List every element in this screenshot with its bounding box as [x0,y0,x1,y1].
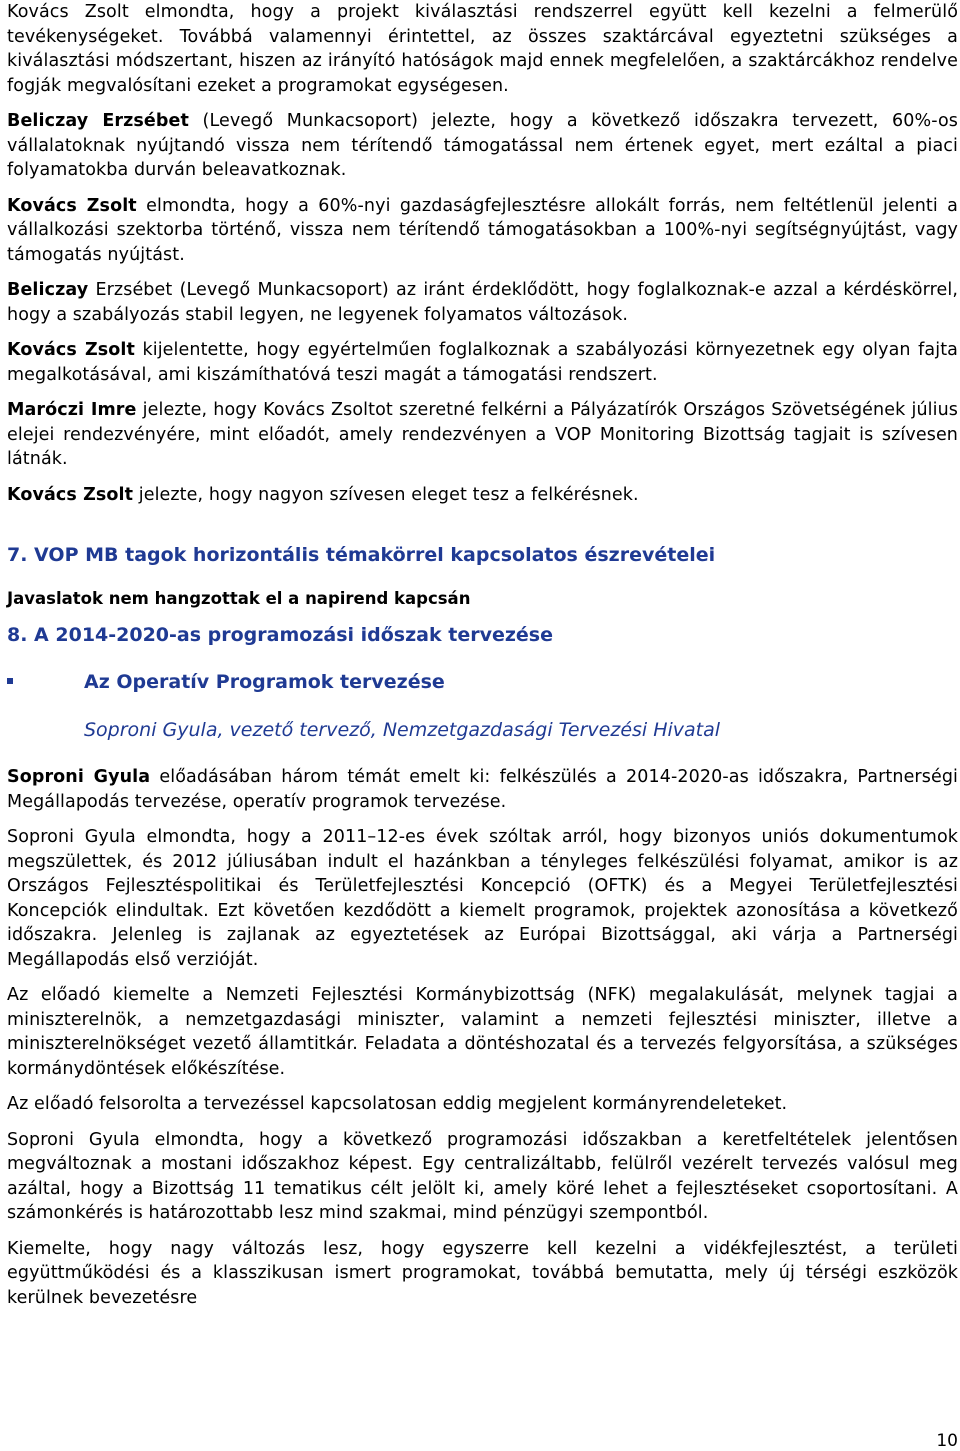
bullet-title: Az Operatív Programok tervezése [84,671,445,693]
paragraph-2: Kovács Zsolt elmondta, hogy a 60%-nyi gazdaságfejlesztésre allokált forrás, nem feltétlenül jelenti a vállalkozási szektorba történő, vissza nem térítendő támogatásokban a 100%-nyi segítségnyújtást, vagy támogatás nyújtást. [7,195,958,265]
square-bullet-icon [7,678,13,684]
paragraph-5: Maróczi Imre jelezte, hogy Kovács Zsoltot szeretné felkérni a Pályázatírók Országos Szövetségének július elejei rendezvényére, mint előadót, amely rendezvényen a VOP Monitoring Bizottság tagjait is szívesen látnák. [7,400,958,469]
paragraph-4: Kovács Zsolt kijelentette, hogy egyértelműen foglalkoznak a szabályozási környezetnek egy olyan fajta megalkotásával, ami kiszámíthatóvá teszi magát a támogatási rendszert. [7,340,958,385]
paragraph2-2: Az előadó kiemelte a Nemzeti Fejlesztési Kormánybizottság (NFK) megalakulását, melynek tagjai a miniszterelnök, a nemzetgazdasági miniszter, valamint a nemzeti fejlesztési miniszter, illetve a miniszterelnökséget vezető államtitkár. Feladata a döntéshozatal és a tervezés felgyorsítása, a szükséges kormánydöntések előkészítése. [7,985,958,1079]
paragraph-3: Beliczay Erzsébet (Levegő Munkacsoport) az iránt érdeklődött, hogy foglalkoznak-e azzal a kérdéskörrel, hogy a szabályozás stabil legyen, ne legyenek folyamatos változások. [7,280,958,325]
paragraph2-0: Soproni Gyula előadásában három témát emelt ki: felkészülés a 2014-2020-as időszakra, Partnerségi Megállapodás tervezése, operatív programok tervezése. [7,767,958,812]
paragraph2-4: Soproni Gyula elmondta, hogy a következő programozási időszakban a keretfeltételek jelentősen megváltoznak a mostani időszakhoz képest. Egy centralizáltabb, felülről vezérelt tervezés valósul meg azáltal, hogy a Bizottság 11 tematikus célt jelölt ki, amely köré lehet a fejlesztéseket csoportosítani. A számonkérés is határozottabb lesz mind szakmai, mind pénzügyi szempontból. [7,1129,958,1223]
section-7-note: Javaslatok nem hangzottak el a napirend kapcsán [7,589,471,608]
document-page [7,0,958,1451]
page-number: 10 [936,1431,958,1451]
paragraph2-3: Az előadó felsorolta a tervezéssel kapcsolatosan eddig megjelent kormányrendeleteket. [7,1094,788,1114]
paragraph-0: Kovács Zsolt elmondta, hogy a projekt kiválasztási rendszerrel együtt kell kezelni a felmerülő tevékenységeket. Továbbá valamennyi érintettel, az összes szaktárcával egyeztetni szükséges a kiválasztási módszertant, hiszen az irányító hatóságok majd ennek megfelelően, a szaktárcákhoz rendelve fogják megvalósítani ezeket a programokat egységesen. [7,2,958,96]
paragraph2-1: Soproni Gyula elmondta, hogy a 2011–12-es évek szóltak arról, hogy bizonyos uniós dokumentumok megszülettek, és 2012 júliusában indult el hazánkban a tényleges felkészülési folyamat, amikor is az Országos Fejlesztéspolitikai és Területfejlesztési Koncepció (OFTK) és a Megyei Területfejlesztési Koncepciók elindultak. Ezt követően kezdődött a kiemelt programok, projektek azonosítása a következő időszakra. Jelenleg is zajlanak az egyeztetések az Európai Bizottsággal, aki várja a Partnerségi Megállapodás első verzióját. [7,827,958,970]
presenter-line: Soproni Gyula, vezető tervező, Nemzetgazdasági Tervezési Hivatal [84,719,721,741]
section-7-heading: 7. VOP MB tagok horizontális témakörrel kapcsolatos észrevételei [7,544,716,566]
paragraph-1: Beliczay Erzsébet (Levegő Munkacsoport) jelezte, hogy a következő időszakra tervezett, 60%-os vállalatoknak nyújtandó vissza nem térítendő támogatással nem értenek egyet, mert ezáltal a piaci folyamatokba durván beleavatkoznak. [7,111,958,180]
paragraph2-5: Kiemelte, hogy nagy változás lesz, hogy egyszerre kell kezelni a vidékfejlesztést, a területi együttműködési és a klasszikusan ismert programokat, továbbá bemutatta, mely új térségi eszközök kerülnek bevezetésre [7,1238,958,1308]
section-8-heading: 8. A 2014-2020-as programozási időszak tervezése [7,624,553,646]
bullet-item [7,669,958,695]
paragraph-6: Kovács Zsolt jelezte, hogy nagyon szívesen eleget tesz a felkérésnek. [7,484,639,505]
